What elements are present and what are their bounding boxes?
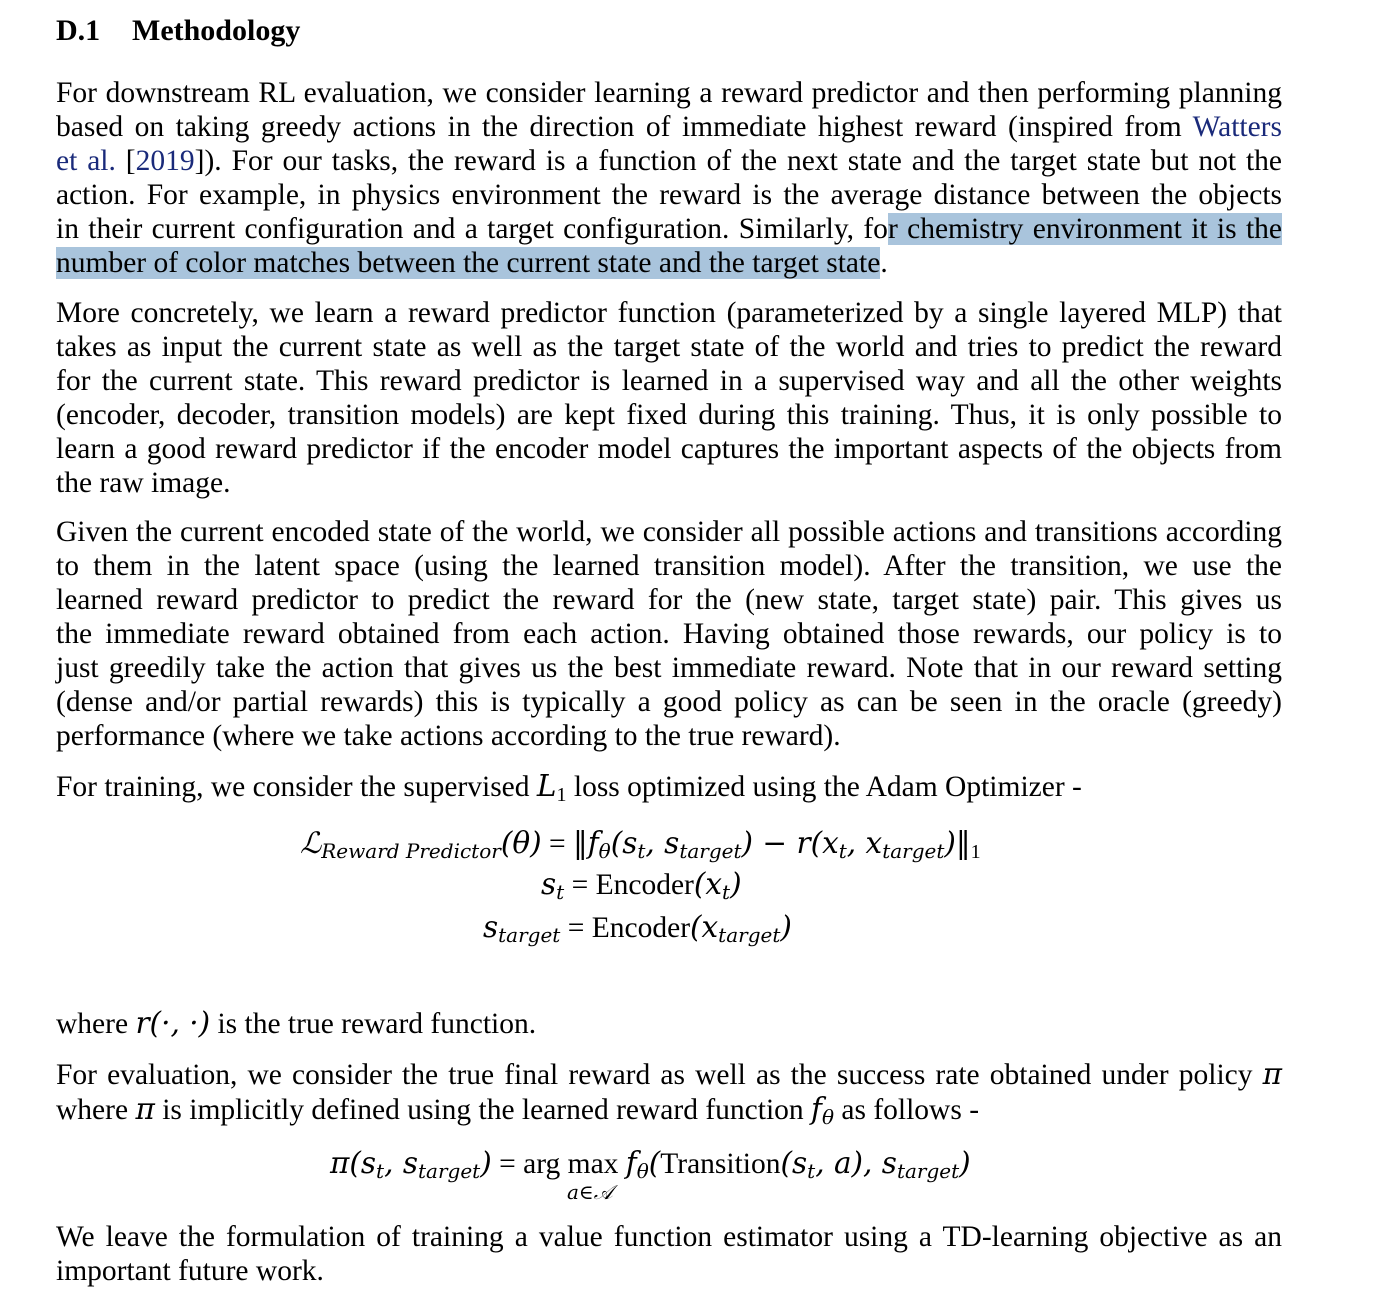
text-line: to them in the latent space (using the learned transition model). After the transition, we use the xyxy=(56,550,1282,582)
section-number: D.1 xyxy=(56,14,101,47)
text-line: learn a good reward predictor if the encoder model captures the important aspects of the objects from xyxy=(56,433,1282,465)
text-line: takes as input the current state as well as the target state of the world and tries to predict the reward xyxy=(56,331,1282,363)
text-line: the raw image. xyxy=(56,467,231,499)
equation-policy: $\pi(s_t$, $s_{target}$) = arg $\max f_\theta(Transition(s_t$, a), $s_{target}$) xyxy=(330,1146,971,1183)
highlighted-text[interactable]: r chemistry environment it is the xyxy=(887,213,1282,245)
paragraph-evaluation xyxy=(56,1057,1282,1127)
paragraph-future-work xyxy=(56,1220,1282,1288)
citation-link[interactable]: Watters xyxy=(1192,111,1282,143)
text-line: in their current configuration and a target configuration. Similarly, for chemistry environment it is the xyxy=(56,213,1282,245)
text-line: More concretely, we learn a reward predictor function (parameterized by a single layered MLP) that xyxy=(56,297,1282,329)
text-line: performance (where we take actions according to the true reward). xyxy=(56,720,841,752)
l1-symbol: $L_1$ xyxy=(536,769,567,806)
citation-year-link[interactable]: 2019 xyxy=(135,145,195,177)
paragraph-true-reward xyxy=(56,1006,1282,1041)
text-line: based on taking greedy actions in the direction of immediate highest reward (inspired from Watters xyxy=(56,111,1282,143)
citation-link[interactable]: et al. xyxy=(56,145,116,177)
equation-loss: ℒ$_{Reward Predictor}$(θ) = $‖f_\theta(s_t$, $s_{target}) - r(x_t$, $x_{target})‖_1$ xyxy=(300,826,981,863)
text-line: (encoder, decoder, transition models) are kept fixed during this training. Thus, it is only possible to xyxy=(56,399,1282,431)
text-line: important future work. xyxy=(56,1255,324,1287)
text-line: For evaluation, we consider the true final reward as well as the success rate obtained under policy π xyxy=(56,1057,1283,1091)
equation-encoder-st: $s_t$ = $Encoder(x_t)$ xyxy=(541,867,742,904)
text-line: where r(·, ·) is the true reward function. xyxy=(56,1006,537,1040)
section-heading xyxy=(56,14,300,48)
text-line: Given the current encoded state of the world, we consider all possible actions and transitions according xyxy=(56,516,1282,548)
text-line: et al. [2019]). For our tasks, the reward is a function of the next state and the target state but not the xyxy=(56,145,1282,177)
paragraph-rl-evaluation xyxy=(56,76,1282,280)
text-line: For training, we consider the supervised $L_1$ loss optimized using the Adam Optimizer - xyxy=(56,769,1082,806)
text-line: action. For example, in physics environment the reward is the average distance between the objects xyxy=(56,179,1282,211)
text-line: number of color matches between the current state and the target state. xyxy=(56,247,888,279)
argmax-subscript: a∈𝒜 xyxy=(567,1180,613,1204)
text-line: the immediate reward obtained from each action. Having obtained those rewards, our policy is to xyxy=(56,618,1282,650)
paragraph-training xyxy=(56,769,1282,804)
text-line: just greedily take the action that gives us the best immediate reward. Note that in our reward setting xyxy=(56,652,1282,684)
section-title: Methodology xyxy=(132,14,301,47)
paragraph-reward-predictor xyxy=(56,296,1282,500)
text-line: for the current state. This reward predictor is learned in a supervised way and all the other weights xyxy=(56,365,1282,397)
paragraph-policy xyxy=(56,515,1282,753)
text-line: where π is implicitly defined using the learned reward function $f_\theta$ as follows - xyxy=(56,1092,980,1129)
text-line: learned reward predictor to predict the reward for the (new state, target state) pair. This gives us xyxy=(56,584,1282,616)
text-line: For downstream RL evaluation, we consider learning a reward predictor and then performing planning xyxy=(56,77,1282,109)
text-line: We leave the formulation of training a value function estimator using a TD-learning objective as an xyxy=(56,1221,1282,1253)
text-line: (dense and/or partial rewards) this is typically a good policy as can be seen in the oracle (greedy) xyxy=(56,686,1282,718)
highlighted-text[interactable]: number of color matches between the current state and the target state xyxy=(56,247,881,279)
equation-encoder-starget: $s_{target}$ = $Encoder(x_{target})$ xyxy=(483,910,792,947)
